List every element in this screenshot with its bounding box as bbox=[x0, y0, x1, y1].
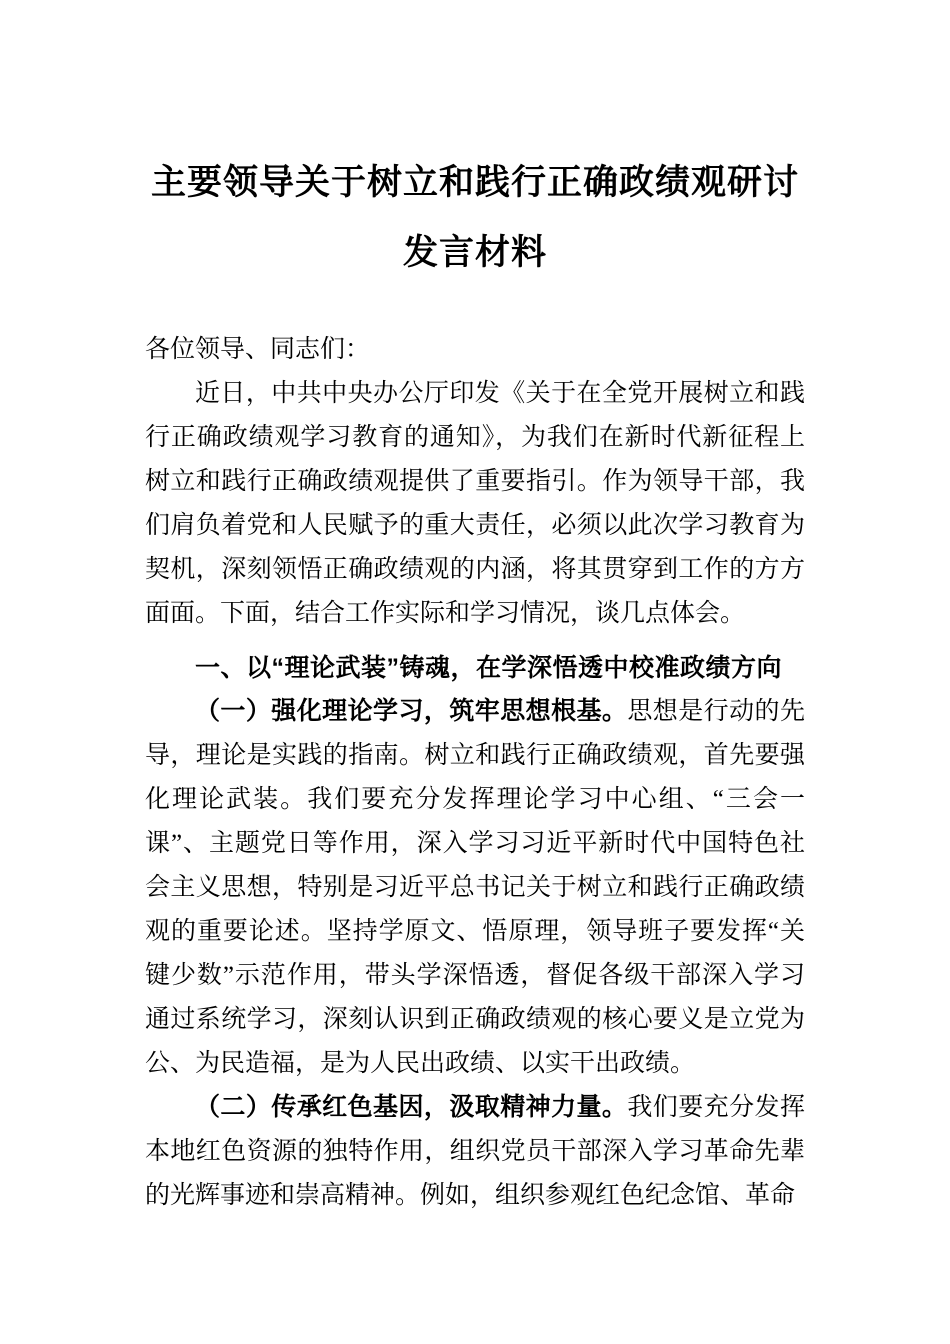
subsection-1-paragraph bbox=[145, 690, 805, 1086]
document-title-line-1: 主要领导关于树立和践行正确政绩观研讨 bbox=[150, 163, 799, 202]
subsection-1-lead: （一）强化理论学习，筑牢思想根基。 bbox=[195, 698, 628, 725]
document-title-line-2: 发言材料 bbox=[402, 233, 547, 272]
section-1-heading: 一、以“理论武装”铸魂，在学深悟透中校准政绩方向 bbox=[195, 654, 783, 682]
intro-paragraph: 近日，中共中央办公厅印发《关于在全党开展树立和践行正确政绩观学习教育的通知》，为我们在新时代新征程上树立和践行正确政绩观提供了重要指引。作为领导干部，我们肩负着党和人民赋予的重大责任，必须以此次学习教育为契机，深刻领悟正确政绩观的内涵，将其贯穿到工作的方方面面。下面，结合工作实际和学习情况，谈几点体会。 bbox=[145, 380, 805, 627]
document-body bbox=[145, 328, 805, 1218]
salutation-line: 各位领导、同志们： bbox=[145, 336, 371, 363]
subsection-1-text: 思想是行动的先导，理论是实践的指南。树立和践行正确政绩观，首先要强化理论武装。我们要充分发挥理论学习中心组、“三会一课”、主题党日等作用，深入学习习近平新时代中国特色社会主义思想，特别是习近平总书记关于树立和践行正确政绩观的重要论述。坚持学原文、悟原理，领导班子要发挥“关键少数”示范作用，带头学深悟透，督促各级干部深入学习通过系统学习，深刻认识到正确政绩观的核心要义是立党为公、为民造福，是为人民出政绩、以实干出政绩。 bbox=[145, 698, 805, 1077]
subsection-2-lead: （二）传承红色基因，汲取精神力量。 bbox=[195, 1094, 628, 1121]
subsection-2-paragraph bbox=[145, 1086, 805, 1218]
document-title bbox=[0, 0, 950, 288]
subsection-2-text: 我们要充分发挥本地红色资源的独特作用，组织党员干部深入学习革命先辈的光辉事迹和崇高精神。例如，组织参观红色纪念馆、革命 bbox=[145, 1094, 805, 1209]
